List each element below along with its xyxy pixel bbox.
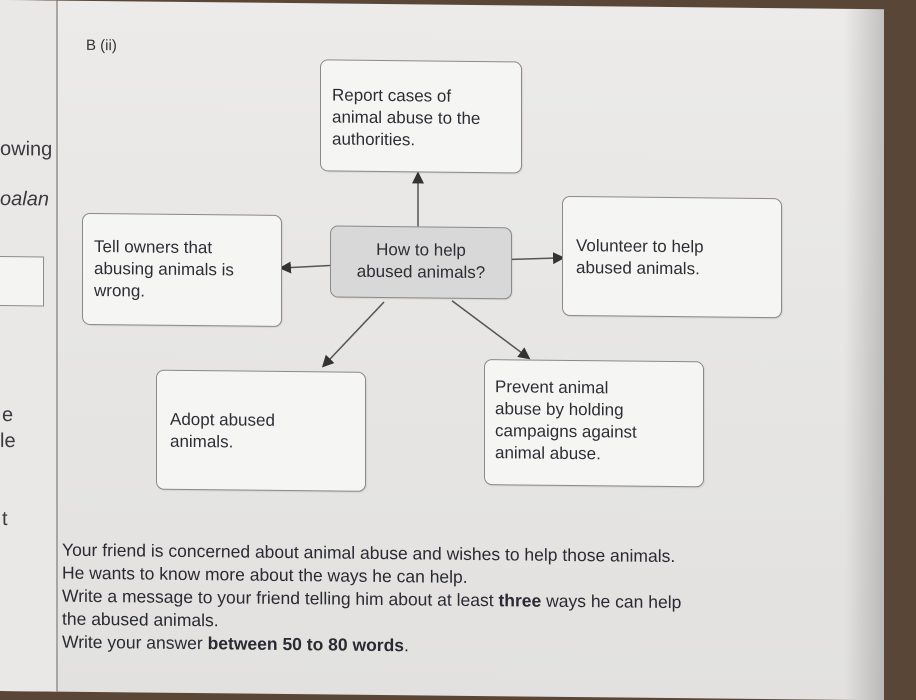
instruction-line: Write your answer between 50 to 80 words. [62,631,409,656]
node-prevent: Prevent animal abuse by holding campaigns against animal abuse. [484,359,704,487]
margin-fragment: t [2,508,8,531]
margin-fragment: oalan [0,188,49,211]
instruction-line: He wants to know more about the ways he can help. [62,562,468,587]
margin-fragment: e [2,404,14,427]
instruction-line: Your friend is concerned about animal abuse and wishes to help those animals. [62,539,676,567]
node-volunteer: Volunteer to help abused animals. [562,196,782,318]
node-adopt: Adopt abused animals. [156,370,366,492]
margin-fragment: owing [0,138,53,161]
arrow-to-tell [282,265,330,269]
arrow-to-prevent [452,301,528,358]
arrow-to-adopt [324,301,384,366]
instruction-line: the abused animals. [62,608,219,631]
node-report: Report cases of animal abuse to the authorities. [320,59,522,173]
section-label: B (ii) [86,36,117,55]
center-question: How to help abused animals? [330,225,512,299]
node-tell-owners: Tell owners that abusing animals is wrong. [82,213,282,327]
instruction-line: Write a message to your friend telling him about at least three ways he can help [62,585,682,613]
task-instructions [62,539,862,662]
arrow-to-volunteer [512,257,562,260]
margin-fragment: le [0,430,16,453]
